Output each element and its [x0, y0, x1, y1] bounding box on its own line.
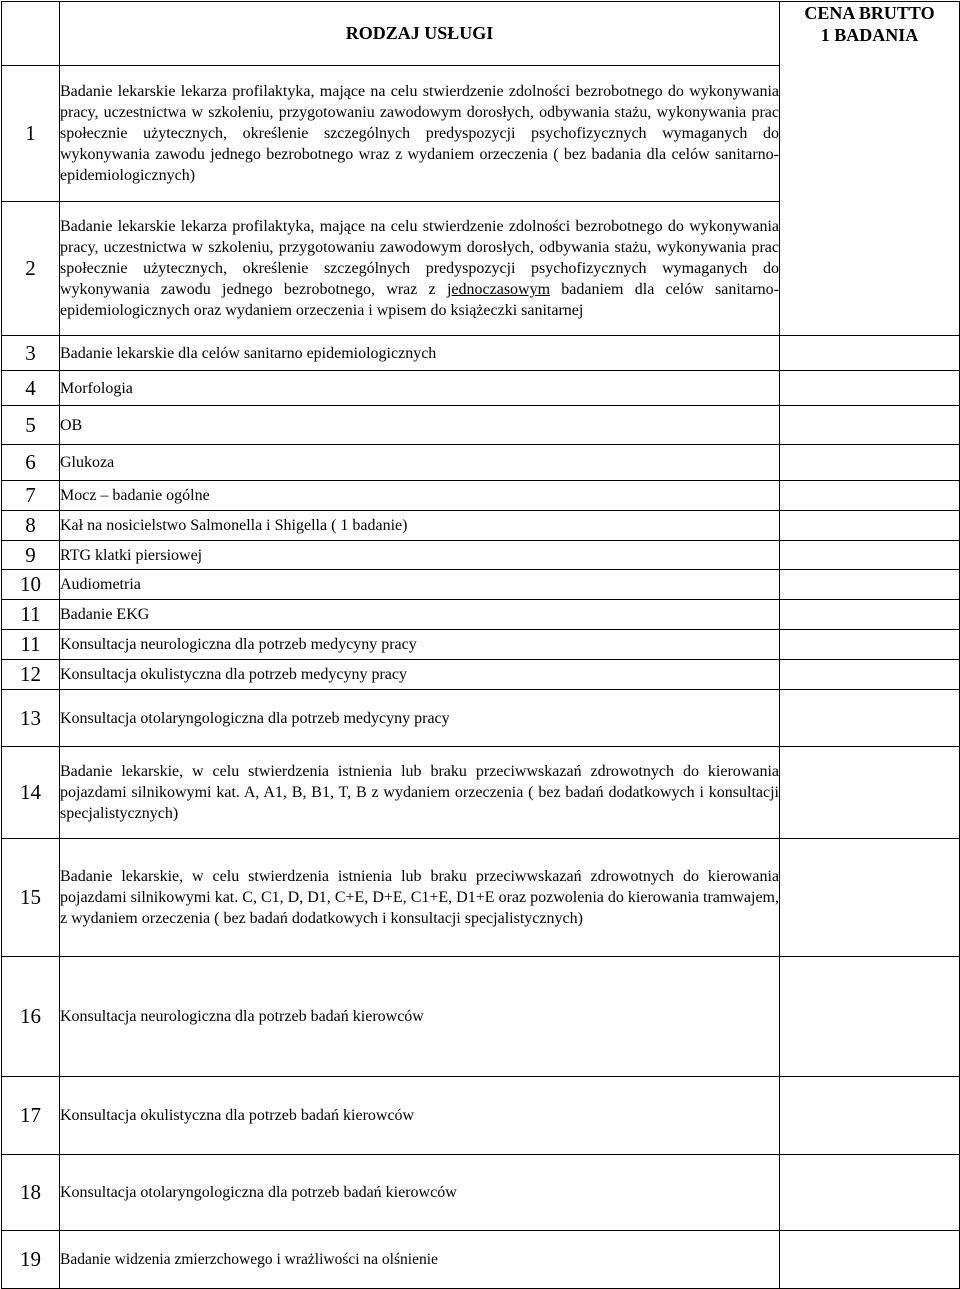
row-number: 11 [2, 600, 60, 630]
service-description: Glukoza [60, 445, 780, 481]
table-row [2, 660, 960, 690]
service-description: Konsultacja okulistyczna dla potrzeb medycyny pracy [60, 660, 780, 690]
service-description: Konsultacja otolaryngologiczna dla potrzeb medycyny pracy [60, 690, 780, 747]
price-cell[interactable] [780, 336, 960, 371]
service-description-part1: Badanie lekarskie lekarza profilaktyka, mające na celu stwierdzenie zdolności bezrobotnego do wykonywania pracy, uczestnictwa w szkoleniu, przygotowaniu zawodowym dorosłych, odbywania stażu, wykonywania prac społecznie użytecznych, określenie szczególnych predyspozycji psychofizycznych wymaganych do wykonywania zawodu jednego bezrobotnego, wraz z [60, 218, 779, 298]
price-cell[interactable] [780, 445, 960, 481]
table-row [2, 541, 960, 570]
price-cell[interactable] [780, 481, 960, 511]
price-cell[interactable] [780, 1077, 960, 1155]
price-cell[interactable] [780, 371, 960, 406]
table-row [2, 747, 960, 839]
price-cell[interactable] [780, 541, 960, 570]
service-description: Badanie lekarskie dla celów sanitarno epidemiologicznych [60, 336, 780, 371]
row-number: 16 [2, 957, 60, 1077]
row-number: 2 [2, 202, 60, 336]
row-number: 5 [2, 406, 60, 445]
header-gross-price [780, 2, 960, 336]
table-header-row [2, 2, 960, 66]
price-cell[interactable] [780, 406, 960, 445]
row-number: 7 [2, 481, 60, 511]
table-row [2, 600, 960, 630]
service-description: Kał na nosicielstwo Salmonella i Shigella ( 1 badanie) [60, 511, 780, 541]
price-cell[interactable] [780, 660, 960, 690]
price-cell[interactable] [780, 600, 960, 630]
price-cell[interactable] [780, 1231, 960, 1289]
service-description: Konsultacja neurologiczna dla potrzeb badań kierowców [60, 957, 780, 1077]
table-row [2, 1155, 960, 1231]
table-row [2, 1231, 960, 1289]
table-row [2, 690, 960, 747]
service-description: Konsultacja okulistyczna dla potrzeb badań kierowców [60, 1077, 780, 1155]
table-row [2, 511, 960, 541]
service-description: Badanie widzenia zmierzchowego i wrażliwości na olśnienie [60, 1231, 780, 1289]
row-number: 14 [2, 747, 60, 839]
row-number: 12 [2, 660, 60, 690]
price-cell[interactable] [780, 570, 960, 600]
table-row [2, 481, 960, 511]
row-number: 17 [2, 1077, 60, 1155]
table-row [2, 445, 960, 481]
row-number: 15 [2, 839, 60, 957]
table-row [2, 336, 960, 371]
table-row [2, 630, 960, 660]
row-number: 9 [2, 541, 60, 570]
row-number: 3 [2, 336, 60, 371]
service-description: Konsultacja neurologiczna dla potrzeb medycyny pracy [60, 630, 780, 660]
price-cell[interactable] [780, 1155, 960, 1231]
row-number: 13 [2, 690, 60, 747]
table-row [2, 1077, 960, 1155]
price-cell[interactable] [780, 839, 960, 957]
service-description: OB [60, 406, 780, 445]
header-service-type: RODZAJ USŁUGI [60, 2, 780, 66]
price-cell[interactable] [780, 957, 960, 1077]
price-cell[interactable] [780, 511, 960, 541]
service-description: RTG klatki piersiowej [60, 541, 780, 570]
row-number: 4 [2, 371, 60, 406]
services-price-table [1, 1, 960, 1289]
table-row [2, 570, 960, 600]
service-description [60, 202, 780, 336]
price-cell[interactable] [780, 690, 960, 747]
table-row [2, 957, 960, 1077]
service-description: Badanie lekarskie lekarza profilaktyka, mające na celu stwierdzenie zdolności bezrobotnego do wykonywania pracy, uczestnictwa w szkoleniu, przygotowaniu zawodowym dorosłych, odbywania stażu, wykonywania prac społecznie użytecznych, określenie szczególnych predyspozycji psychofizycznych wymaganych do wykonywania zawodu jednego bezrobotnego wraz z wydaniem orzeczenia ( bez badania dla celów sanitarno-epidemiologicznych) [60, 66, 780, 202]
service-description: Badanie EKG [60, 600, 780, 630]
row-number: 19 [2, 1231, 60, 1289]
service-description: Konsultacja otolaryngologiczna dla potrzeb badań kierowców [60, 1155, 780, 1231]
header-number-cell [2, 2, 60, 66]
service-description: Badanie lekarskie, w celu stwierdzenia istnienia lub braku przeciwwskazań zdrowotnych do kierowania pojazdami silnikowymi kat. C, C1, D, D1, C+E, D+E, C1+E, D1+E oraz pozwolenia do kierowania tramwajem, z wydaniem orzeczenia ( bez badań dodatkowych i konsultacji specjalistycznych) [60, 839, 780, 957]
row-number: 1 [2, 66, 60, 202]
service-description: Mocz – badanie ogólne [60, 481, 780, 511]
row-number: 18 [2, 1155, 60, 1231]
row-number: 8 [2, 511, 60, 541]
row-number: 6 [2, 445, 60, 481]
price-cell[interactable] [780, 747, 960, 839]
row-number: 10 [2, 570, 60, 600]
table-row [2, 839, 960, 957]
header-price-line1: CENA BRUTTO [804, 3, 935, 23]
row-number: 11 [2, 630, 60, 660]
service-description-part2: badaniem dla celów sanitarno-epidemiologicznych oraz wydaniem orzeczenia i wpisem do książeczki sanitarnej [60, 281, 779, 319]
service-description-underlined: jednoczasowym [446, 281, 551, 298]
service-description: Morfologia [60, 371, 780, 406]
table-row [2, 371, 960, 406]
service-description: Badanie lekarskie, w celu stwierdzenia istnienia lub braku przeciwwskazań zdrowotnych do kierowania pojazdami silnikowymi kat. A, A1, B, B1, T, B z wydaniem orzeczenia ( bez badań dodatkowych i konsultacji specjalistycznych) [60, 747, 780, 839]
price-cell[interactable] [780, 630, 960, 660]
header-price-line2: 1 BADANIA [820, 25, 919, 45]
table-row [2, 406, 960, 445]
service-description: Audiometria [60, 570, 780, 600]
